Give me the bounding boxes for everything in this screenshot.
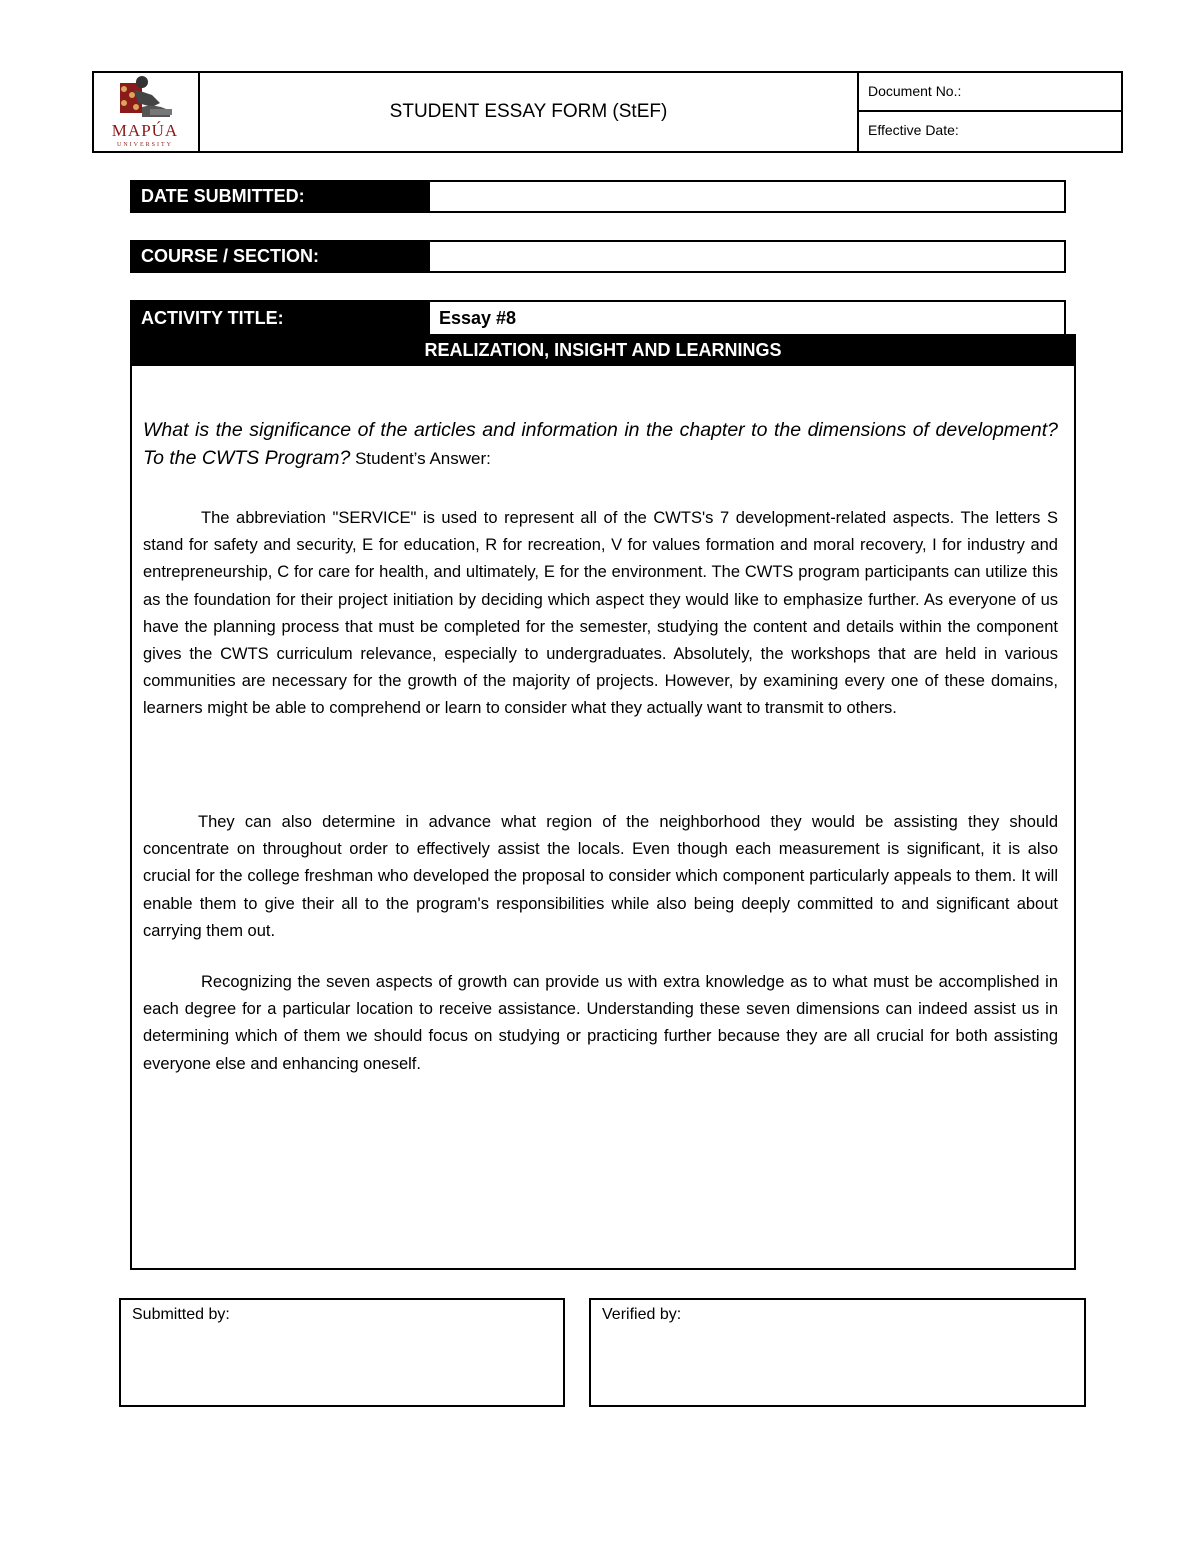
paragraph-text: They can also determine in advance what region of the neighborhood they would be assisting they should concentrate on throughout order to effectively assist the locals. Even though each measurement is significant, it is also crucial for the college freshman who developed the proposal to consider which component particularly appeals to them. It will enable them to give their all to the program's responsibilities while also being deeply committed to and significant about carrying them out. <box>143 813 1058 940</box>
essay-question <box>143 416 1058 473</box>
activity-title-field[interactable]: Essay #8 <box>428 300 1066 336</box>
submitted-by-label: Submitted by: <box>132 1306 230 1323</box>
answer-paragraph <box>143 505 1058 723</box>
paragraph-text: Recognizing the seven aspects of growth can provide us with extra knowledge as to what must be accomplished in each degree for a particular location to receive assistance. Understanding these seven dimensions can indeed assist us in determining which of them we should focus on studying or practicing further because they are all crucial for both assisting everyone else and enhancing oneself. <box>143 973 1058 1073</box>
logo-text: MAPÚA <box>111 121 179 140</box>
activity-title-label: ACTIVITY TITLE: <box>130 300 430 336</box>
logo-subtext: UNIVERSITY <box>117 142 173 148</box>
answer-box <box>130 364 1076 1270</box>
form-title: STUDENT ESSAY FORM (StEF) <box>200 73 859 151</box>
paragraph-text: The abbreviation "SERVICE" is used to represent all of the CWTS's 7 development-related aspects. The letters S stand for safety and security, E for education, R for recreation, V for values formation and moral recovery, I for industry and entrepreneurship, C for care for health, and ultimately, E for the environment. The CWTS program participants can utilize this as the foundation for their project initiation by deciding which aspect they would like to emphasize further. As everyone of us have the planning process that must be completed for the semester, studying the content and details within the component gives the CWTS curriculum relevance, especially to undergraduates. Absolutely, the workshops that are held in various communities are necessary for the growth of the majority of projects. However, by examining every one of these domains, learners might be able to comprehend or learn to consider what they actually want to transmit to others. <box>143 509 1058 718</box>
verified-by-label: Verified by: <box>602 1306 682 1323</box>
date-submitted-field[interactable] <box>428 180 1066 213</box>
answer-paragraph <box>143 969 1058 1078</box>
course-section-field[interactable] <box>428 240 1066 273</box>
effective-date-label: Effective Date: <box>868 122 959 138</box>
document-no-label: Document No.: <box>859 73 1121 112</box>
section-heading: REALIZATION, INSIGHT AND LEARNINGS <box>130 334 1076 366</box>
course-section-label: COURSE / SECTION: <box>130 240 430 273</box>
date-submitted-label: DATE SUBMITTED: <box>130 180 430 213</box>
seal-emblem-icon <box>120 76 172 117</box>
submitted-by-box[interactable] <box>119 1298 565 1407</box>
answer-label: Student’s Answer: <box>350 449 491 468</box>
logo-cell <box>94 73 200 151</box>
verified-by-box[interactable] <box>589 1298 1086 1407</box>
answer-paragraph <box>143 809 1058 945</box>
mapua-logo <box>94 73 196 151</box>
form-header <box>92 71 1123 153</box>
question-text: What is the significance of the articles and information in the chapter to the dimensions of development? To the CWTS Program? <box>143 419 1058 469</box>
